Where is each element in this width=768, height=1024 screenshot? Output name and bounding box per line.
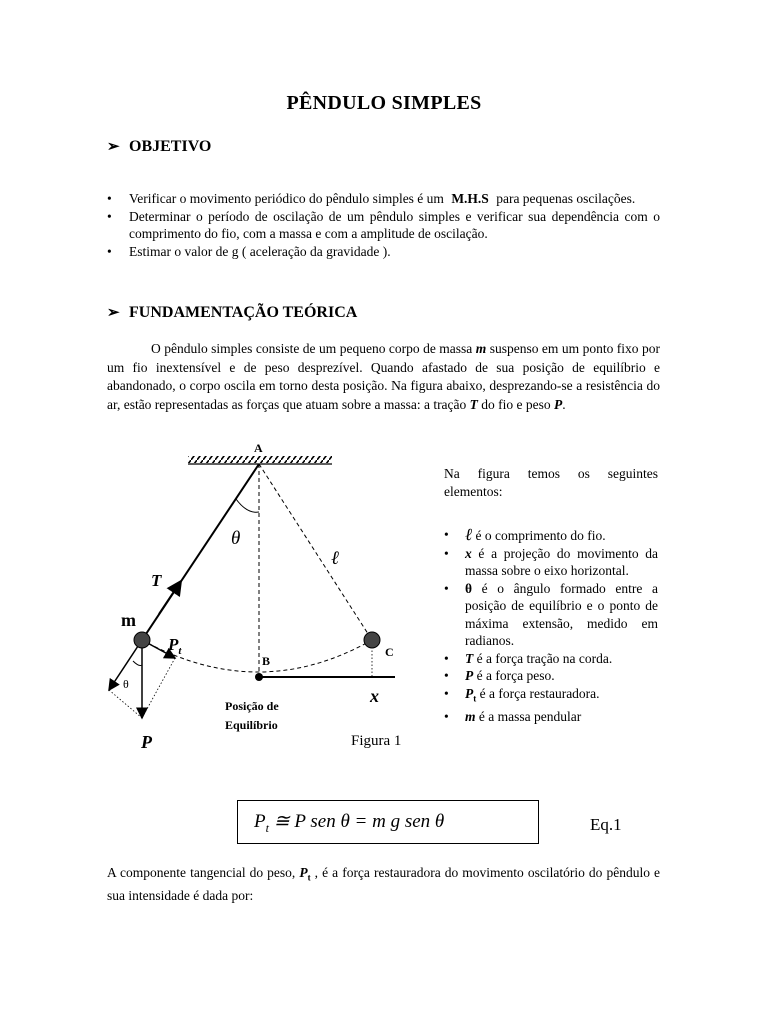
- list-item: • Estimar o valor de g ( aceleração da gravidade ).: [107, 243, 660, 261]
- section-heading-fundamentacao: ➢ FUNDAMENTAÇÃO TEÓRICA: [107, 304, 358, 321]
- label-a: A: [254, 441, 263, 455]
- mass-bob-c: [364, 632, 380, 648]
- paragraph-theory: O pêndulo simples consiste de um pequeno corpo de massa m suspenso em um ponto fixo por um fio inextensível e de peso desprezível. Quando afastado de sua posição de equilíbrio e abandonado, o corpo oscila em torno desta posição. Na figura abaixo, desprezando-se a resistência do ar, estão representadas as forças que atuam sobre a massa: a tração T do fio e peso P.: [107, 341, 660, 412]
- figure-caption: Figura 1: [351, 733, 402, 749]
- parallelogram-dotted-1: [109, 690, 142, 718]
- theta-angle-arc: [236, 499, 259, 512]
- paragraph-tangential: A componente tangencial do peso, $P_t$ , é a força restauradora do movimento oscilatório do pêndulo e sua intensidade é dada por:: [107, 865, 660, 904]
- label-theta-small: θ: [123, 677, 129, 691]
- label-pt: $P_t$: [168, 635, 182, 657]
- list-item: • m é a massa pendular: [444, 708, 658, 726]
- ceiling-hatch: [188, 456, 332, 463]
- label-c: C: [385, 645, 394, 659]
- list-item: • ℓ é o comprimento do fio.: [444, 526, 658, 545]
- small-theta-arc: [133, 661, 142, 666]
- equation-label: Eq.1: [590, 815, 622, 834]
- page-title: PÊNDULO SIMPLES: [286, 92, 482, 114]
- figure-elements-list: [444, 526, 658, 725]
- label-x: x: [370, 686, 379, 706]
- label-b: B: [262, 654, 271, 668]
- list-item: • Determinar o período de oscilação de um pêndulo simples e verificar sua dependência com o comprimento do fio, com a massa e com a amplitude de oscilação.: [107, 208, 660, 243]
- arrowhead-icon: ➢: [107, 139, 120, 155]
- objectives-list: [107, 190, 660, 260]
- label-m: m: [121, 610, 136, 630]
- mass-bob: [134, 632, 150, 648]
- pendulum-figure: [95, 436, 435, 766]
- label-p: P: [141, 732, 152, 752]
- label-theta: θ: [231, 528, 241, 549]
- tension-arrow: [159, 581, 181, 614]
- label-ell: ℓ: [331, 548, 339, 569]
- section-heading-objetivo: ➢ OBJETIVO: [107, 138, 212, 155]
- list-item: • Verificar o movimento periódico do pêndulo simples é um M.H.S para pequenas oscilações.: [107, 190, 660, 208]
- string-dashed-to-c: [259, 464, 372, 640]
- figure-elements-intro: Na figura temos os seguintes elementos:: [444, 466, 658, 499]
- list-item: • $P_t$ é a força restauradora.: [444, 685, 658, 708]
- equation-box: $P_t$ ≅ P sen θ = m g sen θ: [237, 800, 539, 844]
- equilibrium-label-line1: Posição de: [225, 699, 279, 713]
- parallelogram-dotted-2: [142, 658, 175, 718]
- label-t: T: [151, 571, 162, 590]
- list-item: • θ é o ângulo formado entre a posição de equilíbrio e o ponto de máxima extensão, medido em radianos.: [444, 580, 658, 650]
- equilibrium-label-line2: Equilíbrio: [225, 718, 278, 732]
- list-item: • x é a projeção do movimento da massa sobre o eixo horizontal.: [444, 545, 658, 580]
- point-b: [255, 673, 263, 681]
- arrowhead-icon: ➢: [107, 305, 120, 321]
- list-item: • T é a força tração na corda.: [444, 650, 658, 668]
- list-item: • P é a força peso.: [444, 667, 658, 685]
